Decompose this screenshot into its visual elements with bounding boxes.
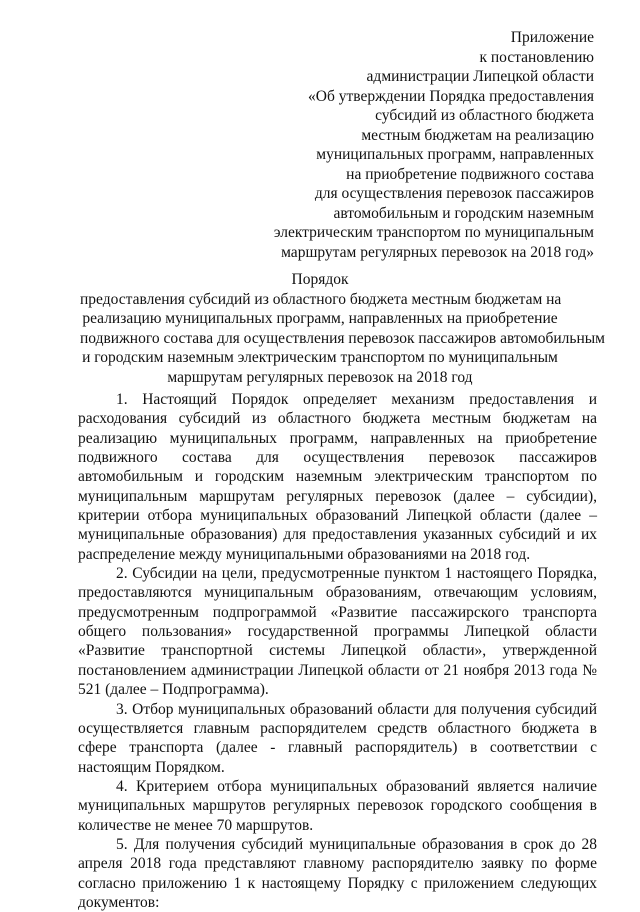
document-subtitle-line: подвижного состава для осуществления перевозок пассажиров автомобильным — [80, 329, 605, 347]
appendix-line: электрическим транспортом по муниципальным — [273, 224, 594, 241]
document-heading: Порядок — [291, 271, 349, 288]
paragraph-4: 4. Критерием отбора муниципальных образований является наличие муниципальных маршрутов регулярных перевозок городского сообщения в количестве не менее 70 маршрутов. — [78, 777, 597, 834]
document-body — [78, 390, 597, 912]
document-subtitle-line: реализацию муниципальных программ, направленных на приобретение — [82, 310, 558, 328]
paragraph-5: 5. Для получения субсидий муниципальные образования в срок до 28 апреля 2018 года представляют главному распорядителю заявку по форме согласно приложению 1 к настоящему Порядку с приложением следующих документов: — [78, 835, 597, 911]
document-subtitle-line: предоставления субсидий из областного бюджета местным бюджетам на — [80, 290, 562, 308]
appendix-line: к постановлению — [479, 48, 594, 66]
appendix-line: автомобильным и городским наземным — [333, 204, 594, 222]
appendix-line: местным бюджетам на реализацию — [361, 126, 594, 144]
paragraph-3: 3. Отбор муниципальных образований области для получения субсидий осуществляется главным распорядителем средств областного бюджета в сфере транспорта (далее - главный распорядитель) в соответствии с настоящим Порядком. — [78, 700, 597, 776]
appendix-line: субсидий из областного бюджета — [375, 107, 594, 124]
appendix-line: муниципальных программ, направленных — [316, 146, 594, 163]
appendix-line: для осуществления перевозок пассажиров — [314, 185, 594, 202]
paragraph-1: 1. Настоящий Порядок определяет механизм предоставления и расходования субсидий из областного бюджета местным бюджетам на реализацию муниципальных программ, направленных на приобретение подвижного состава для осуществления перевозок пассажиров автомобильным и городским наземным электрическим транспортом по муниципальным маршрутам регулярных перевозок (далее – субсидии), критерии отбора муниципальных образований Липецкой области (далее – муниципальные образования) для предоставления указанных субсидий и их распределение между муниципальными образованиями на 2018 год. — [78, 391, 597, 563]
appendix-line: на приобретение подвижного состава — [346, 165, 594, 183]
appendix-line: маршрутам регулярных перевозок на 2018 год» — [281, 243, 594, 261]
document-title-block — [80, 270, 605, 388]
document-subtitle-line: и городским наземным электрическим транспортом по муниципальным — [82, 349, 558, 367]
appendix-line: «Об утверждении Порядка предоставления — [308, 87, 594, 105]
document-subtitle-line: маршрутам регулярных перевозок на 2018 год — [167, 368, 473, 386]
appendix-line: Приложение — [510, 29, 594, 46]
appendix-line: администрации Липецкой области — [366, 68, 594, 85]
paragraph-2: 2. Субсидии на цели, предусмотренные пунктом 1 настоящего Порядка, предоставляются муниципальным образованиям, отвечающим условиям, предусмотренным подпрограммой «Развитие пассажирского транспорта общего пользования» государственной программы Липецкой области «Развитие транспортной системы Липецкой области», утвержденной постановлением администрации Липецкой области от 21 ноября 2013 года № 521 (далее – Подпрограмма). — [78, 565, 597, 699]
appendix-header — [214, 28, 594, 262]
